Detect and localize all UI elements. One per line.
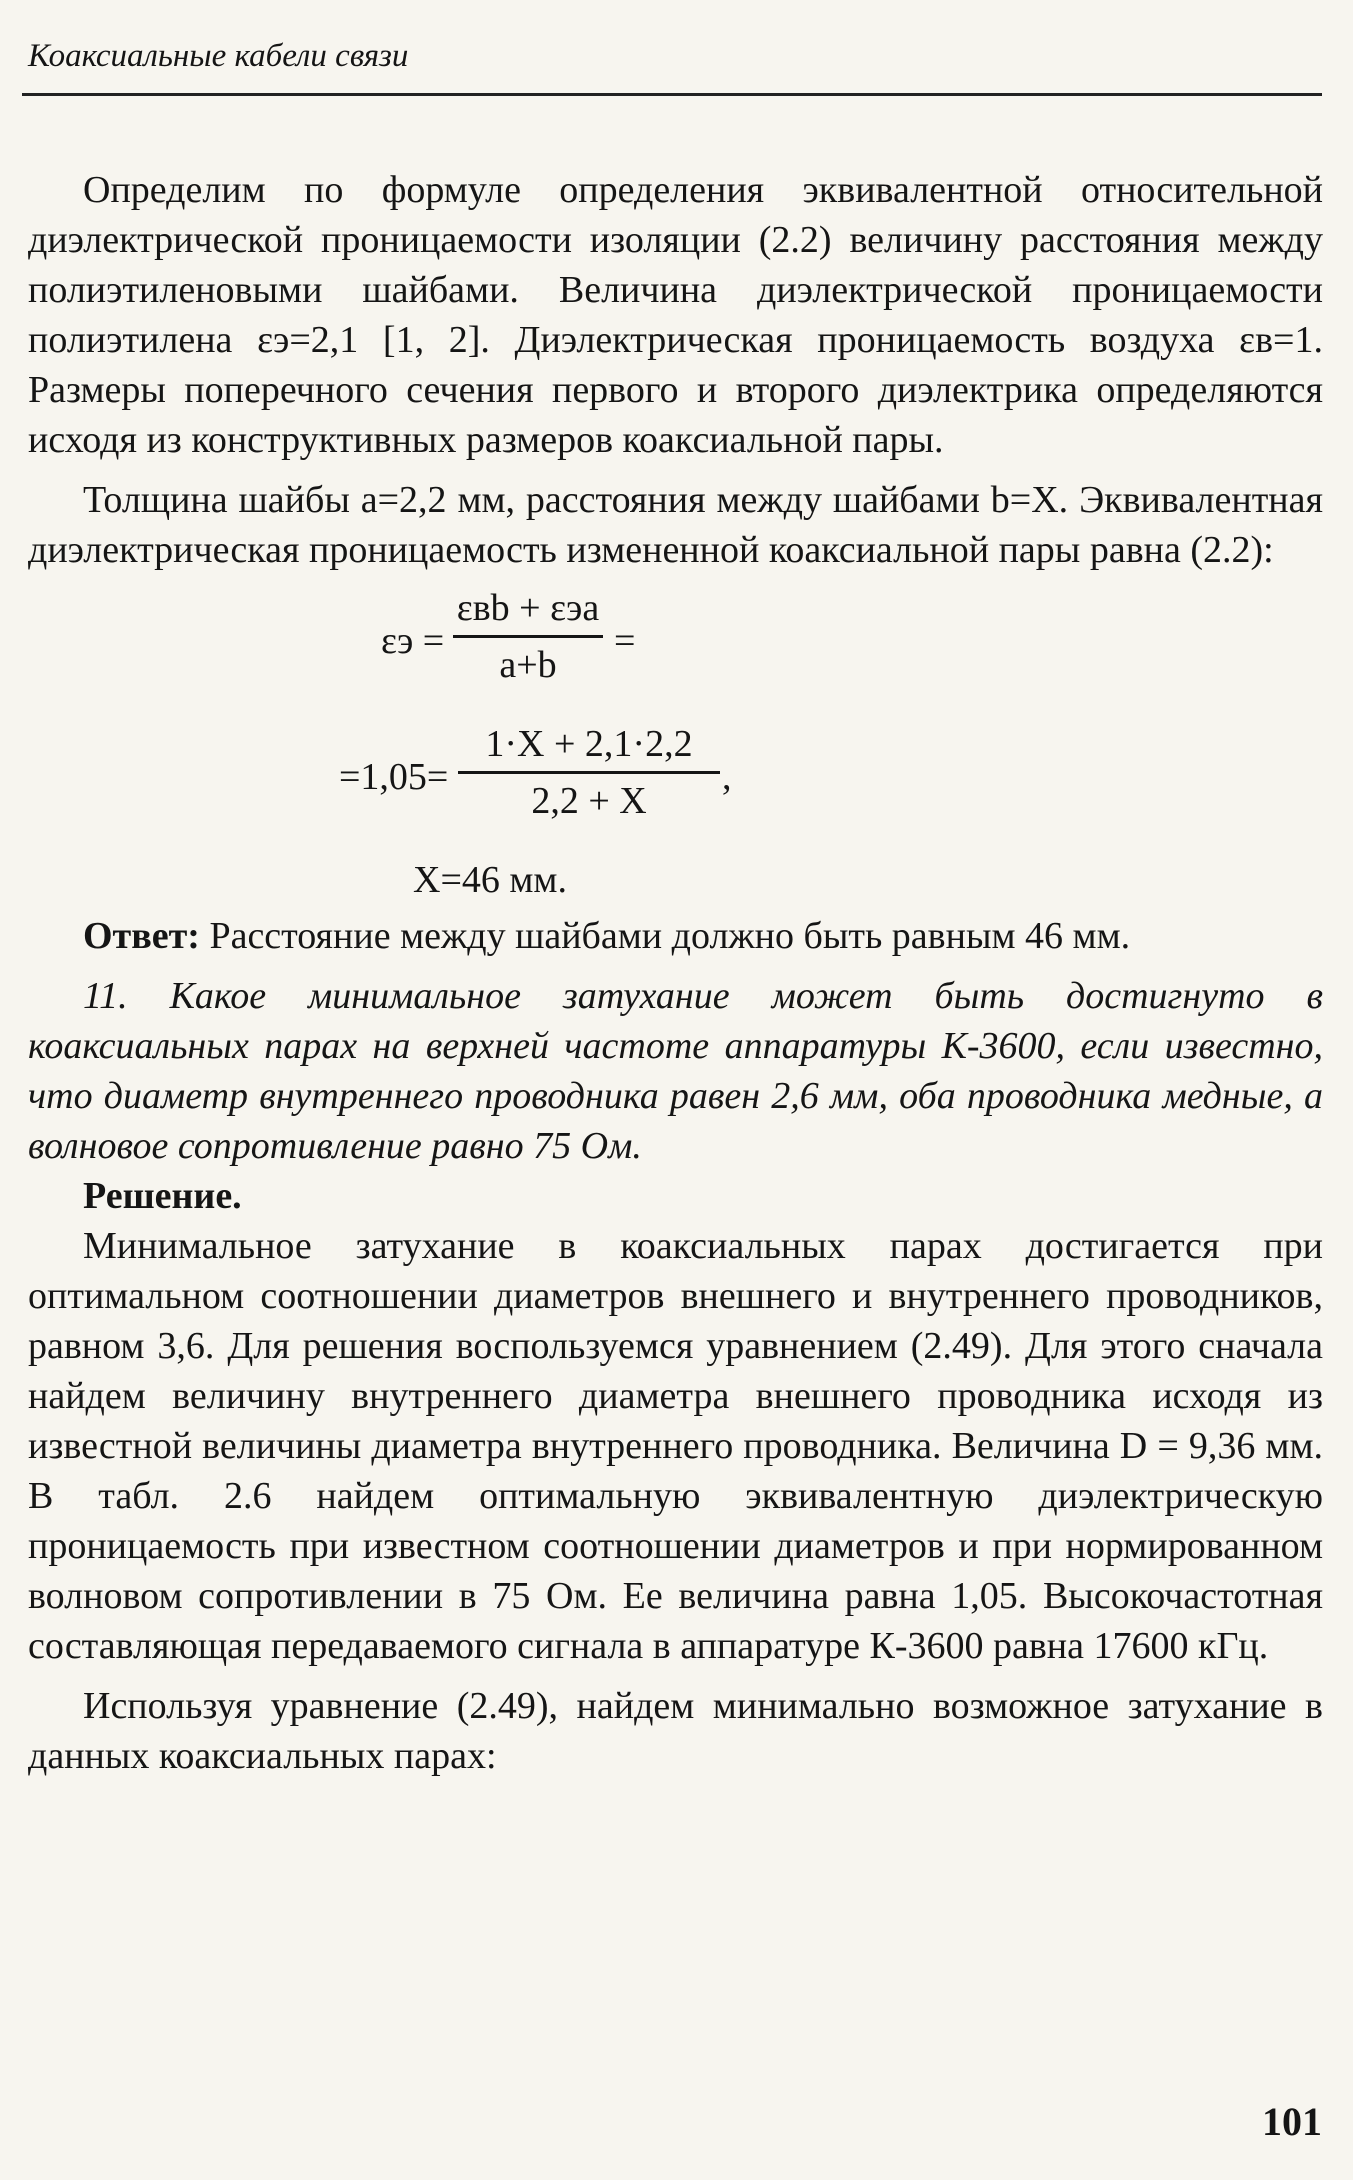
running-title: Коаксиальные кабели связи [28,38,409,74]
answer-line [28,911,1323,961]
formula-result: X=46 мм. [413,859,567,901]
header-rule [22,93,1322,96]
formula-substitution [28,719,1323,849]
formula-denominator: 2,2 + X [531,780,647,822]
fraction-bar [458,771,720,774]
formula-definition [28,583,1323,713]
paragraph-intro: Определим по формуле определения эквивалентной относительной диэлектрической проницаемости изоляции (2.2) величину расстояния между полиэтиленовыми шайбами. Величина диэлектрической проницаемости полиэтилена εэ=2,1 [1, 2]. Диэлектрическая проницаемость воздуха εв=1. Размеры поперечного сечения первого и второго диэлектрика определяются исходя из конструктивных размеров коаксиальной пары. [28,169,1323,461]
formula-denominator: a+b [499,644,557,686]
fraction-bar [453,635,603,638]
formula-lhs: =1,05= [339,756,449,798]
formula-numerator: 1·X + 2,1·2,2 [485,723,693,765]
page-body [28,165,1323,1781]
solution-paragraph-equation: Используя уравнение (2.49), найдем минимально возможное затухание в данных коаксиальных парах: [28,1685,1323,1777]
solution-heading: Решение. [83,1175,242,1217]
formula-fraction [453,583,603,690]
answer-text: Расстояние между шайбами должно быть равным 46 мм. [209,915,1131,957]
formula-rhs: , [722,756,732,798]
formula-rhs: = [614,620,636,662]
page-number: 101 [1262,2099,1322,2144]
problem-statement: 11. Какое минимальное затухание может быть достигнуто в коаксиальных парах на верхней частоте аппаратуры К-3600, если известно, что диаметр внутреннего проводника равен 2,6 мм, оба проводника медные, а волновое сопротивление равно 75 Ом. [28,975,1323,1167]
formula-lhs: εэ = [381,620,445,662]
solution-paragraph: Минимальное затухание в коаксиальных парах достигается при оптимальном соотношении диаметров внешнего и внутреннего проводников, равном 3,6. Для решения воспользуемся уравнением (2.49). Для этого сначала найдем величину внутреннего диаметра внешнего проводника исходя из известной величины диаметра внутреннего проводника. Величина D = 9,36 мм. В табл. 2.6 найдем оптимальную эквивалентную диэлектрическую проницаемость при известном соотношении диаметров и при нормированном волновом сопротивлении в 75 Ом. Ее величина равна 1,05. Высокочастотная составляющая передаваемого сигнала в аппаратуре К-3600 равна 17600 кГц. [28,1225,1323,1667]
formula-fraction [458,719,720,826]
formula-numerator: εвb + εэa [456,587,600,629]
answer-label: Ответ: [83,915,200,957]
paragraph-washer: Толщина шайбы a=2,2 мм, расстояния между шайбами b=X. Эквивалентная диэлектрическая проницаемость измененной коаксиальной пары равна (2.2): [28,479,1323,571]
